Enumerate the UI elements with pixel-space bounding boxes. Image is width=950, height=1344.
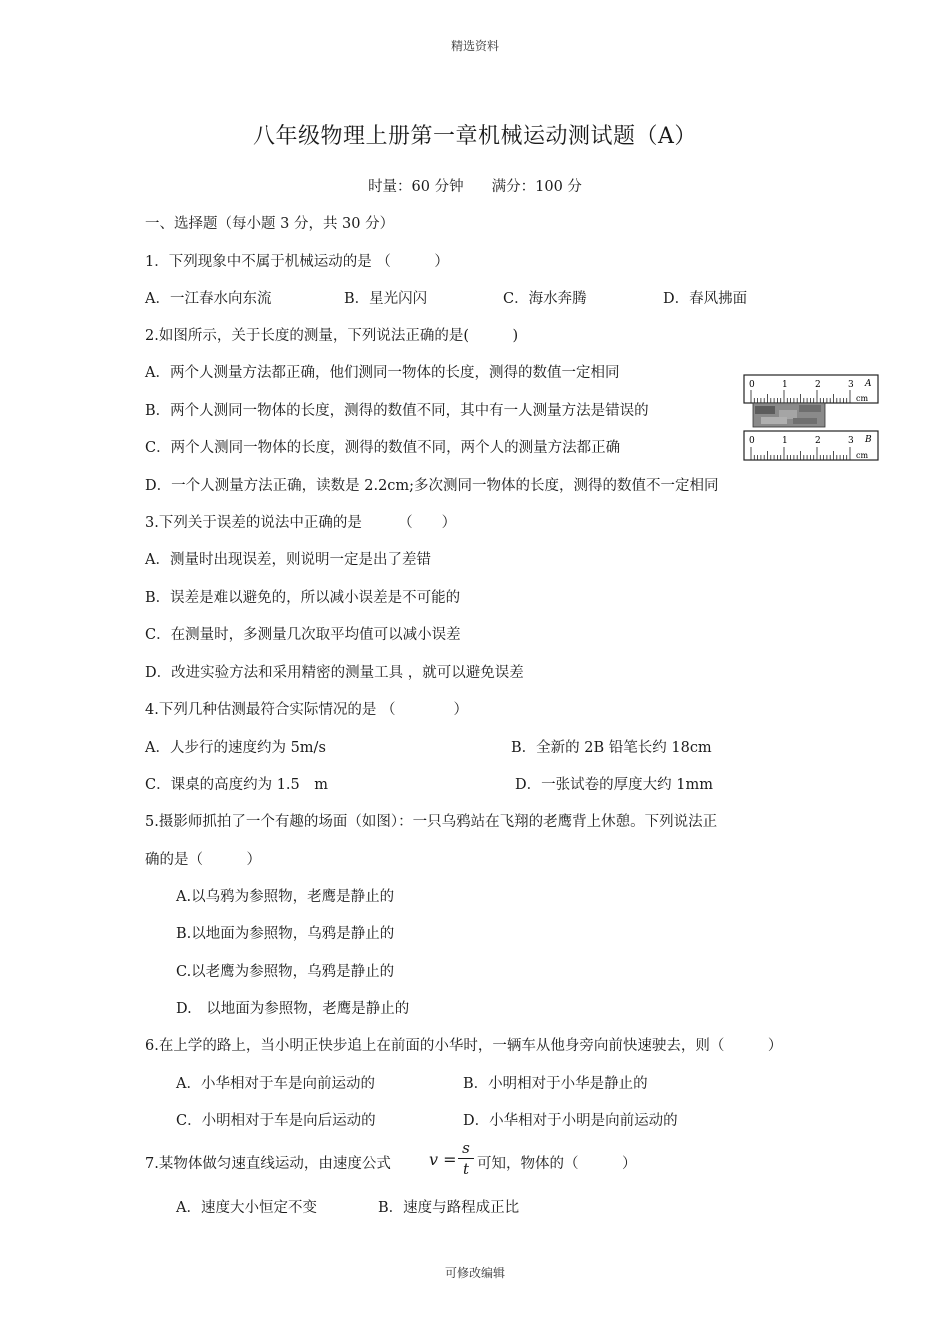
question-4-option-b: B．全新的 2B 铅笔长约 18cm — [511, 740, 712, 756]
ruler-b-tick-3: 3 — [848, 436, 854, 446]
question-1-option-c: C．海水奔腾 — [503, 291, 587, 307]
question-5-option-a: A.以乌鸦为参照物，老鹰是静止的 — [176, 889, 395, 905]
ruler-a — [744, 375, 878, 403]
question-2-stem: 2.如图所示，关于长度的测量，下列说法正确的是( ) — [145, 328, 519, 344]
question-1-option-a: A．一江春水向东流 — [145, 291, 272, 307]
question-3-option-c: C．在测量时，多测量几次取平均值可以减小误差 — [145, 627, 461, 643]
question-7-stem-cont: 可知，物体的（ ） — [477, 1156, 637, 1172]
page-title: 八年级物理上册第一章机械运动测试题（A） — [253, 124, 697, 149]
exam-info — [0, 175, 950, 196]
question-6-option-c: C．小明相对于车是向后运动的 — [176, 1113, 376, 1129]
question-3-option-a: A．测量时出现误差，则说明一定是出了差错 — [145, 552, 431, 568]
question-6-option-a: A．小华相对于车是向前运动的 — [176, 1076, 375, 1092]
ruler-b-unit: cm — [856, 451, 869, 460]
question-6-stem: 6.在上学的路上，当小明正快步追上在前面的小华时，一辆车从他身旁向前快速驶去，则（ ） — [145, 1038, 783, 1054]
ruler-b — [744, 431, 878, 460]
ruler-a-label: A — [865, 379, 872, 389]
ruler-b-tick-2: 2 — [815, 436, 821, 446]
question-5-option-d: D. 以地面为参照物，老鹰是静止的 — [176, 1001, 410, 1017]
question-1-option-b: B．星光闪闪 — [344, 291, 428, 307]
ruler-b-tick-1: 1 — [782, 436, 788, 446]
question-3-stem: 3.下列关于误差的说法中正确的是 （ ） — [145, 515, 457, 531]
ruler-b-tick-0: 0 — [749, 436, 755, 446]
question-3-option-b: B．误差是难以避免的，所以减小误差是不可能的 — [145, 590, 461, 606]
speed-formula-lhs: v = — [429, 1150, 457, 1169]
question-2-option-d: D．一个人测量方法正确，读数是 2.2cm;多次测同一物体的长度，测得的数值不一定相同 — [145, 478, 719, 494]
question-6-option-d: D．小华相对于小明是向前运动的 — [463, 1113, 678, 1129]
question-1-option-d: D．春风拂面 — [663, 291, 748, 307]
ruler-a-tick-2: 2 — [815, 380, 821, 390]
section-heading: 一、选择题（每小题 3 分，共 30 分） — [145, 216, 395, 232]
question-7-option-a: A．速度大小恒定不变 — [176, 1200, 317, 1216]
question-5-stem-cont: 确的是（ ） — [145, 852, 261, 868]
question-5-option-b: B.以地面为参照物，乌鸦是静止的 — [176, 926, 395, 942]
formula-numerator: s — [462, 1139, 470, 1157]
question-4-option-c: C．课桌的高度约为 1.5 m — [145, 777, 329, 793]
ruler-measurement-figure — [743, 374, 879, 462]
question-7-option-b: B．速度与路程成正比 — [378, 1200, 520, 1216]
question-2-option-b: B．两个人测同一物体的长度，测得的数值不同，其中有一人测量方法是错误的 — [145, 403, 649, 419]
question-6-option-b: B．小明相对于小华是静止的 — [463, 1076, 648, 1092]
speed-formula-fraction — [455, 1139, 477, 1178]
question-5-stem: 5.摄影师抓拍了一个有趣的场面（如图）：一只乌鸦站在飞翔的老鹰背上休憩。下列说法正 — [145, 814, 718, 830]
ruler-a-unit: cm — [856, 394, 869, 403]
full-score: 满分：100 分 — [491, 179, 582, 195]
ruler-a-tick-1: 1 — [782, 380, 788, 390]
time-limit: 时量：60 分钟 — [368, 179, 464, 195]
page-header: 精选资料 — [450, 39, 499, 53]
question-4-stem: 4.下列几种估测最符合实际情况的是 （ ） — [145, 702, 468, 718]
page-footer: 可修改编辑 — [444, 1266, 505, 1280]
question-4-option-d: D．一张试卷的厚度大约 1mm — [515, 777, 713, 793]
ruler-a-tick-3: 3 — [848, 380, 854, 390]
ruler-b-label: B — [865, 435, 872, 445]
ruler-a-tick-0: 0 — [749, 380, 755, 390]
question-2-option-a: A．两个人测量方法都正确，他们测同一物体的长度，测得的数值一定相同 — [145, 365, 620, 381]
question-7-stem: 7.某物体做匀速直线运动，由速度公式 — [145, 1156, 391, 1172]
question-1-stem: 1．下列现象中不属于机械运动的是 （ ） — [145, 254, 449, 270]
formula-denominator: t — [462, 1160, 470, 1178]
fraction-bar — [458, 1158, 474, 1159]
question-4-option-a: A．人步行的速度约为 5m/s — [145, 740, 326, 756]
question-5-option-c: C.以老鹰为参照物，乌鸦是静止的 — [176, 964, 395, 980]
measured-object — [753, 403, 825, 427]
question-3-option-d: D．改进实验方法和采用精密的测量工具 ，就可以避免误差 — [145, 665, 524, 681]
question-2-option-c: C．两个人测同一物体的长度，测得的数值不同，两个人的测量方法都正确 — [145, 440, 621, 456]
